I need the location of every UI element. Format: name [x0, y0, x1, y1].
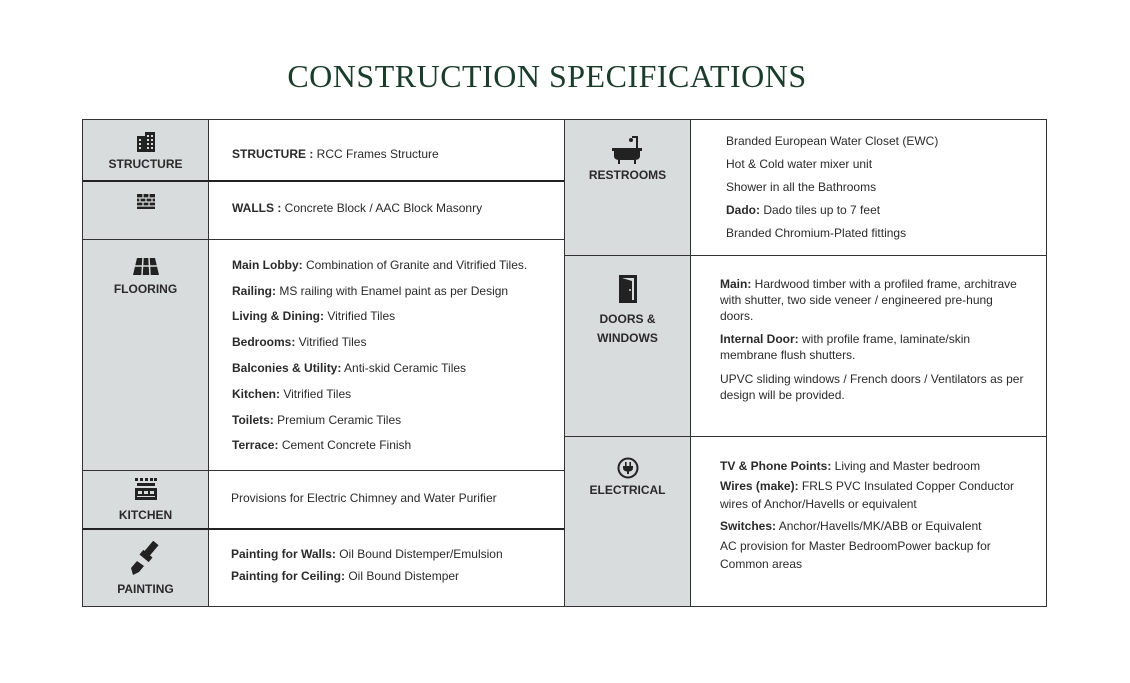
category-structure: STRUCTURE	[108, 157, 183, 171]
building-icon	[83, 132, 208, 157]
kitchen-icon	[83, 478, 208, 505]
electrical-wires-spec: Wires (make): FRLS PVC Insulated Copper Conductor wires of Anchor/Havells or equivalent	[720, 479, 1015, 511]
floor-tiles-icon	[83, 258, 208, 280]
plug-icon	[565, 457, 690, 484]
electrical-tv-spec: TV & Phone Points: Living and Master bedroom	[720, 459, 981, 473]
bathtub-icon	[565, 136, 690, 169]
right-category-column	[565, 120, 691, 606]
kitchen-spec: Provisions for Electric Chimney and Water Purifier	[231, 491, 497, 505]
brick-wall-icon	[83, 194, 208, 214]
category-kitchen: KITCHEN	[118, 508, 173, 522]
door-icon	[565, 275, 690, 308]
painting-item: Painting for Walls: Oil Bound Distemper/Emulsion	[231, 547, 503, 561]
electrical-ac-spec: AC provision for Master BedroomPower backup for Common areas	[720, 539, 991, 571]
right-spec-table	[564, 119, 1047, 607]
paint-brush-icon	[83, 541, 208, 580]
category-flooring: FLOORING	[113, 282, 178, 296]
category-restrooms: RESTROOMS	[588, 168, 667, 182]
structure-spec: STRUCTURE : RCC Frames Structure	[232, 147, 439, 161]
left-category-column	[83, 120, 209, 606]
flooring-item: Terrace: Cement Concrete Finish	[232, 438, 412, 452]
flooring-item: Balconies & Utility: Anti-skid Ceramic Tiles	[232, 361, 467, 375]
doors-main-spec: Main: Hardwood timber with a profiled frame, architrave with shutter, two side veneer / engineered pre-hung doors.	[720, 277, 1017, 323]
electrical-switches-spec: Switches: Anchor/Havells/MK/ABB or Equivalent	[720, 519, 982, 533]
flooring-item: Main Lobby: Combination of Granite and Vitrified Tiles.	[232, 258, 528, 272]
restroom-item: Dado: Dado tiles up to 7 feet	[726, 203, 881, 217]
restroom-item: Branded European Water Closet (EWC)	[726, 134, 939, 148]
category-electrical: ELECTRICAL	[589, 483, 666, 497]
flooring-item: Toilets: Premium Ceramic Tiles	[232, 413, 402, 427]
flooring-item: Bedrooms: Vitrified Tiles	[232, 335, 367, 349]
restroom-item: Hot & Cold water mixer unit	[726, 157, 873, 171]
left-spec-table	[82, 119, 566, 607]
painting-item: Painting for Ceiling: Oil Bound Distemper	[231, 569, 460, 583]
flooring-item: Kitchen: Vitrified Tiles	[232, 387, 352, 401]
doors-internal-spec: Internal Door: with profile frame, laminate/skin membrane flush shutters.	[720, 332, 971, 362]
walls-spec: WALLS : Concrete Block / AAC Block Masonry	[232, 201, 483, 215]
restroom-item: Branded Chromium-Plated fittings	[726, 226, 907, 240]
category-doors-windows: DOORS & WINDOWS	[597, 312, 658, 345]
restroom-item: Shower in all the Bathrooms	[726, 180, 877, 194]
flooring-item: Railing: MS railing with Enamel paint as per Design	[232, 284, 509, 298]
windows-spec: UPVC sliding windows / French doors / Ventilators as per design will be provided.	[720, 372, 1024, 402]
page-title: CONSTRUCTION SPECIFICATIONS	[287, 58, 807, 94]
flooring-item: Living & Dining: Vitrified Tiles	[232, 309, 396, 323]
category-painting: PAINTING	[117, 582, 174, 596]
